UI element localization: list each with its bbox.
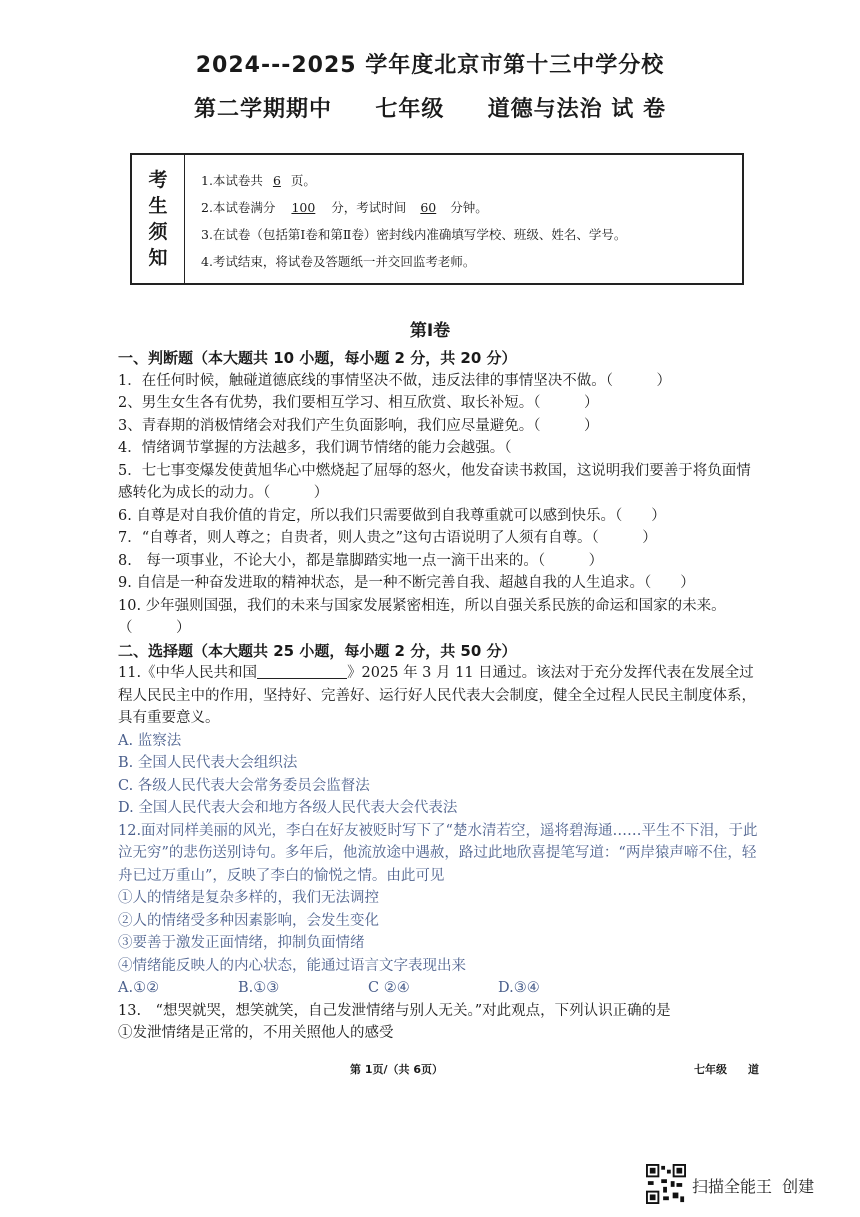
q11-option-b: B. 全国人民代表大会组织法 (118, 755, 298, 771)
q11-option-a: A. 监察法 (118, 732, 182, 749)
scanner-watermark: 扫描全能王 创建 (692, 1177, 815, 1196)
footer-grade: 七年级 (694, 1063, 727, 1076)
q12-statement-1: ①人的情绪是复杂多样的，我们无法调控 (118, 890, 379, 906)
q13-statement-1: ①发泄情绪是正常的，不用关照他人的感受 (118, 1025, 394, 1041)
q11-option-d: D. 全国人民代表大会和地方各级人民代表大会代表法 (118, 800, 458, 816)
choice-question-13: 13. “想哭就哭，想笑就笑，自己发泄情绪与别人无关。”对此观点，下列认识正确的是 (118, 1002, 671, 1019)
notice-heading-char: 考 (148, 169, 168, 191)
notice-heading-char: 生 (148, 195, 168, 217)
notice-body (185, 155, 742, 283)
notice-heading-char: 须 (148, 221, 168, 243)
judgement-question-8: 8. 每一项事业，不论大小，都是靠脚踏实地一点一滴干出来的。（ ） (118, 552, 604, 569)
notice-line-3: 3.在试卷（包括第Ⅰ卷和第Ⅱ卷）密封线内准确填写学校、班级、姓名、学号。 (201, 227, 627, 242)
choice-question-12: 12.面对同样美丽的风光，李白在好友被贬时写下了“楚水清若空，遥将碧海通……平生不下泪，于此泣无穷”的悲伤送别诗句。多年后，他流放途中遇赦，路过此地欣喜提笔写道：“两岸猿声啼不住，轻舟已过万重山”，反映了李白的愉悦之情。由此可见 (118, 822, 758, 884)
section1-heading: 一、判断题（本大题共 10 小题，每小题 2 分，共 20 分） (118, 349, 517, 367)
judgement-question-10: 10. 少年强则国强，我们的未来与国家发展紧密相连，所以自强关系民族的命运和国家的未来。（ ） (118, 597, 726, 636)
judgement-question-4: 4．情绪调节掌握的方法越多，我们调节情绪的能力会越强。（ (118, 440, 512, 456)
exam-time-field: 60 (420, 200, 437, 215)
page-count-field: 6 (272, 173, 281, 188)
q12-statement-3: ③要善于激发正面情绪，抑制负面情绪 (118, 935, 365, 951)
judgement-question-9: 9. 自信是一种奋发进取的精神状态，是一种不断完善自我、超越自我的人生追求。（ ） (118, 575, 695, 591)
full-score-field: 100 (291, 200, 316, 215)
exam-title-line1: 2024---2025 学年度北京市第十三中学分校 (195, 53, 665, 78)
judgement-question-3: 3、青春期的消极情绪会对我们产生负面影响，我们应尽量避免。（ ） (118, 417, 599, 434)
judgement-question-6: 6. 自尊是对自我价值的肯定，所以我们只需要做到自我尊重就可以感到快乐。（ ） (118, 507, 666, 524)
q12-option-d: D.③④ (498, 980, 540, 996)
notice-heading (132, 155, 185, 283)
notice-line-2 (201, 194, 742, 221)
judgement-question-7: 7．“自尊者，则人尊之；自贵者，则人贵之”这句古语说明了人须有自尊。（ ） (118, 530, 657, 546)
candidate-notice-box (130, 153, 744, 285)
judgement-question-2: 2、男生女生各有优势，我们要相互学习、相互欣赏、取长补短。（ ） (118, 395, 599, 411)
notice-text: 1.本试卷共 (201, 173, 263, 188)
q12-option-a: A.①② (118, 980, 160, 996)
judgement-question-5: 5．七七事变爆发使黄旭华心中燃烧起了屈辱的怒火，他发奋读书救国，这说明我们要善于将负面情感转化为成长的动力。（ ） (118, 462, 751, 501)
exam-title-line2: 第二学期期中 七年级 道德与法治 试 卷 (194, 97, 666, 122)
notice-text: 分钟。 (450, 200, 488, 215)
q12-statement-2: ②人的情绪受多种因素影响，会发生变化 (118, 912, 379, 929)
notice-line-4: 4.考试结束，将试卷及答题纸一并交回监考老师。 (201, 254, 476, 269)
page-number: 第 1页/（共 6页） (350, 1063, 443, 1076)
notice-heading-char: 知 (148, 247, 168, 269)
section2-heading: 二、选择题（本大题共 25 小题，每小题 2 分，共 50 分） (118, 641, 517, 660)
notice-text: 2.本试卷满分 (201, 200, 276, 215)
q12-options (118, 977, 758, 1000)
q11-blank (257, 664, 347, 679)
footer-subject: 道 (748, 1063, 759, 1076)
judgement-question-1: 1．在任何时候，触碰道德底线的事情坚决不做，违反法律的事情坚决不做。（ ） (118, 372, 671, 389)
q12-option-b: B.①③ (238, 980, 280, 996)
q11-option-c: C. 各级人民代表大会常务委员会监督法 (118, 777, 370, 794)
notice-text: 分，考试时间 (331, 200, 407, 215)
q11-text-post: 》2025 年 3 月 11 日通过。该法对于充分发挥代表在发展全过程人民民主中的作用，坚持好、完善好、运行好人民代表大会制度，健全全过程人民民主制度体系，具有重要意义。 (118, 665, 756, 726)
choice-question-11 (118, 662, 758, 730)
volume-title: 第Ⅰ卷 (409, 321, 451, 341)
q11-text-pre: 11.《中华人民共和国 (118, 665, 258, 681)
q12-option-c: C ②④ (368, 980, 410, 996)
notice-line-1 (201, 167, 742, 194)
q12-statement-4: ④情绪能反映人的内心状态，能通过语言文字表现出来 (118, 957, 466, 974)
question-content (118, 347, 758, 1045)
qr-code-icon (646, 1164, 686, 1204)
notice-text: 页。 (290, 173, 316, 188)
